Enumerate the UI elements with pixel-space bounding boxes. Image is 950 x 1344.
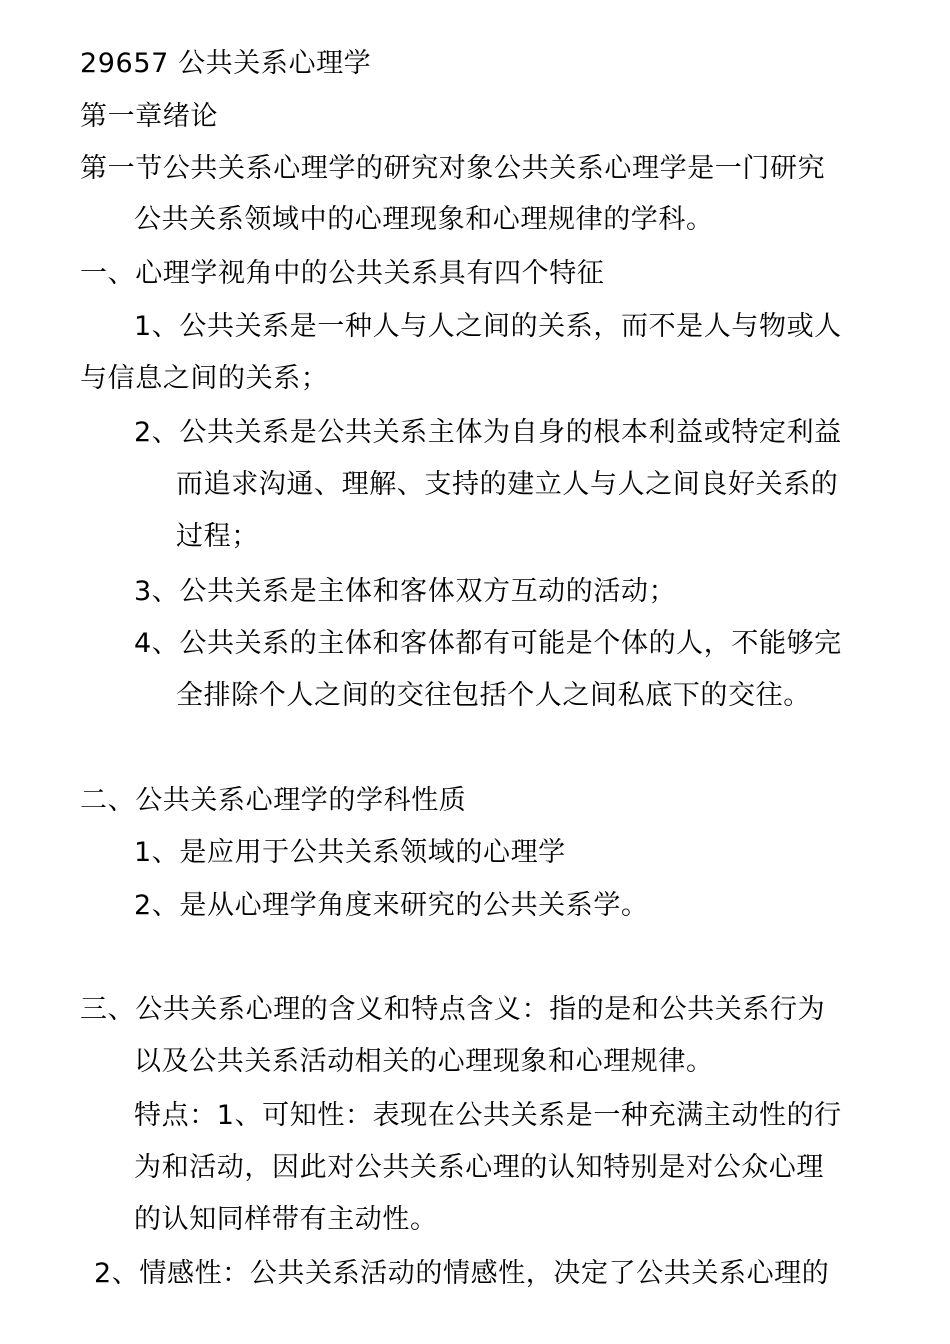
part3-paragraph-line: 的认知同样带有主动性。 bbox=[134, 1204, 438, 1235]
list-item-line: 而追求沟通、理解、支持的建立人与人之间良好关系的 bbox=[176, 469, 839, 500]
chapter-heading: 第一章绪论 bbox=[80, 101, 218, 132]
part3-paragraph-line: 特点：1、可知性：表现在公共关系是一种充满主动性的行 bbox=[134, 1100, 842, 1131]
list-item-line: 1、公共关系是一种人与人之间的关系，而不是人与物或人 bbox=[134, 311, 842, 342]
part3-paragraph-line: 2、情感性：公共关系活动的情感性，决定了公共关系心理的 bbox=[94, 1258, 830, 1289]
part3-paragraph-line: 三、公共关系心理的含义和特点含义：指的是和公共关系行为 bbox=[80, 994, 826, 1025]
section-paragraph-line: 公共关系领域中的心理现象和心理规律的学科。 bbox=[134, 204, 714, 235]
list-item-line: 2、是从心理学角度来研究的公共关系学。 bbox=[134, 890, 649, 921]
part3-paragraph-line: 为和活动，因此对公共关系心理的认知特别是对公众心理 bbox=[134, 1152, 824, 1183]
part2-heading: 二、公共关系心理学的学科性质 bbox=[80, 785, 467, 816]
list-item-line: 与信息之间的关系； bbox=[80, 363, 329, 394]
part1-heading: 一、心理学视角中的公共关系具有四个特征 bbox=[80, 258, 605, 289]
list-item-line: 3、公共关系是主体和客体双方互动的活动； bbox=[134, 576, 677, 607]
document-title: 29657 公共关系心理学 bbox=[80, 48, 372, 79]
section-paragraph-line: 第一节公共关系心理学的研究对象公共关系心理学是一门研究 bbox=[80, 153, 826, 184]
list-item-line: 2、公共关系是公共关系主体为自身的根本利益或特定利益 bbox=[134, 417, 842, 448]
list-item-line: 4、公共关系的主体和客体都有可能是个体的人，不能够完 bbox=[134, 628, 842, 659]
list-item-line: 过程； bbox=[176, 521, 259, 552]
part3-paragraph-line: 以及公共关系活动相关的心理现象和心理规律。 bbox=[134, 1046, 714, 1077]
list-item-line: 全排除个人之间的交往包括个人之间私底下的交往。 bbox=[176, 680, 811, 711]
list-item-line: 1、是应用于公共关系领域的心理学 bbox=[134, 837, 566, 868]
